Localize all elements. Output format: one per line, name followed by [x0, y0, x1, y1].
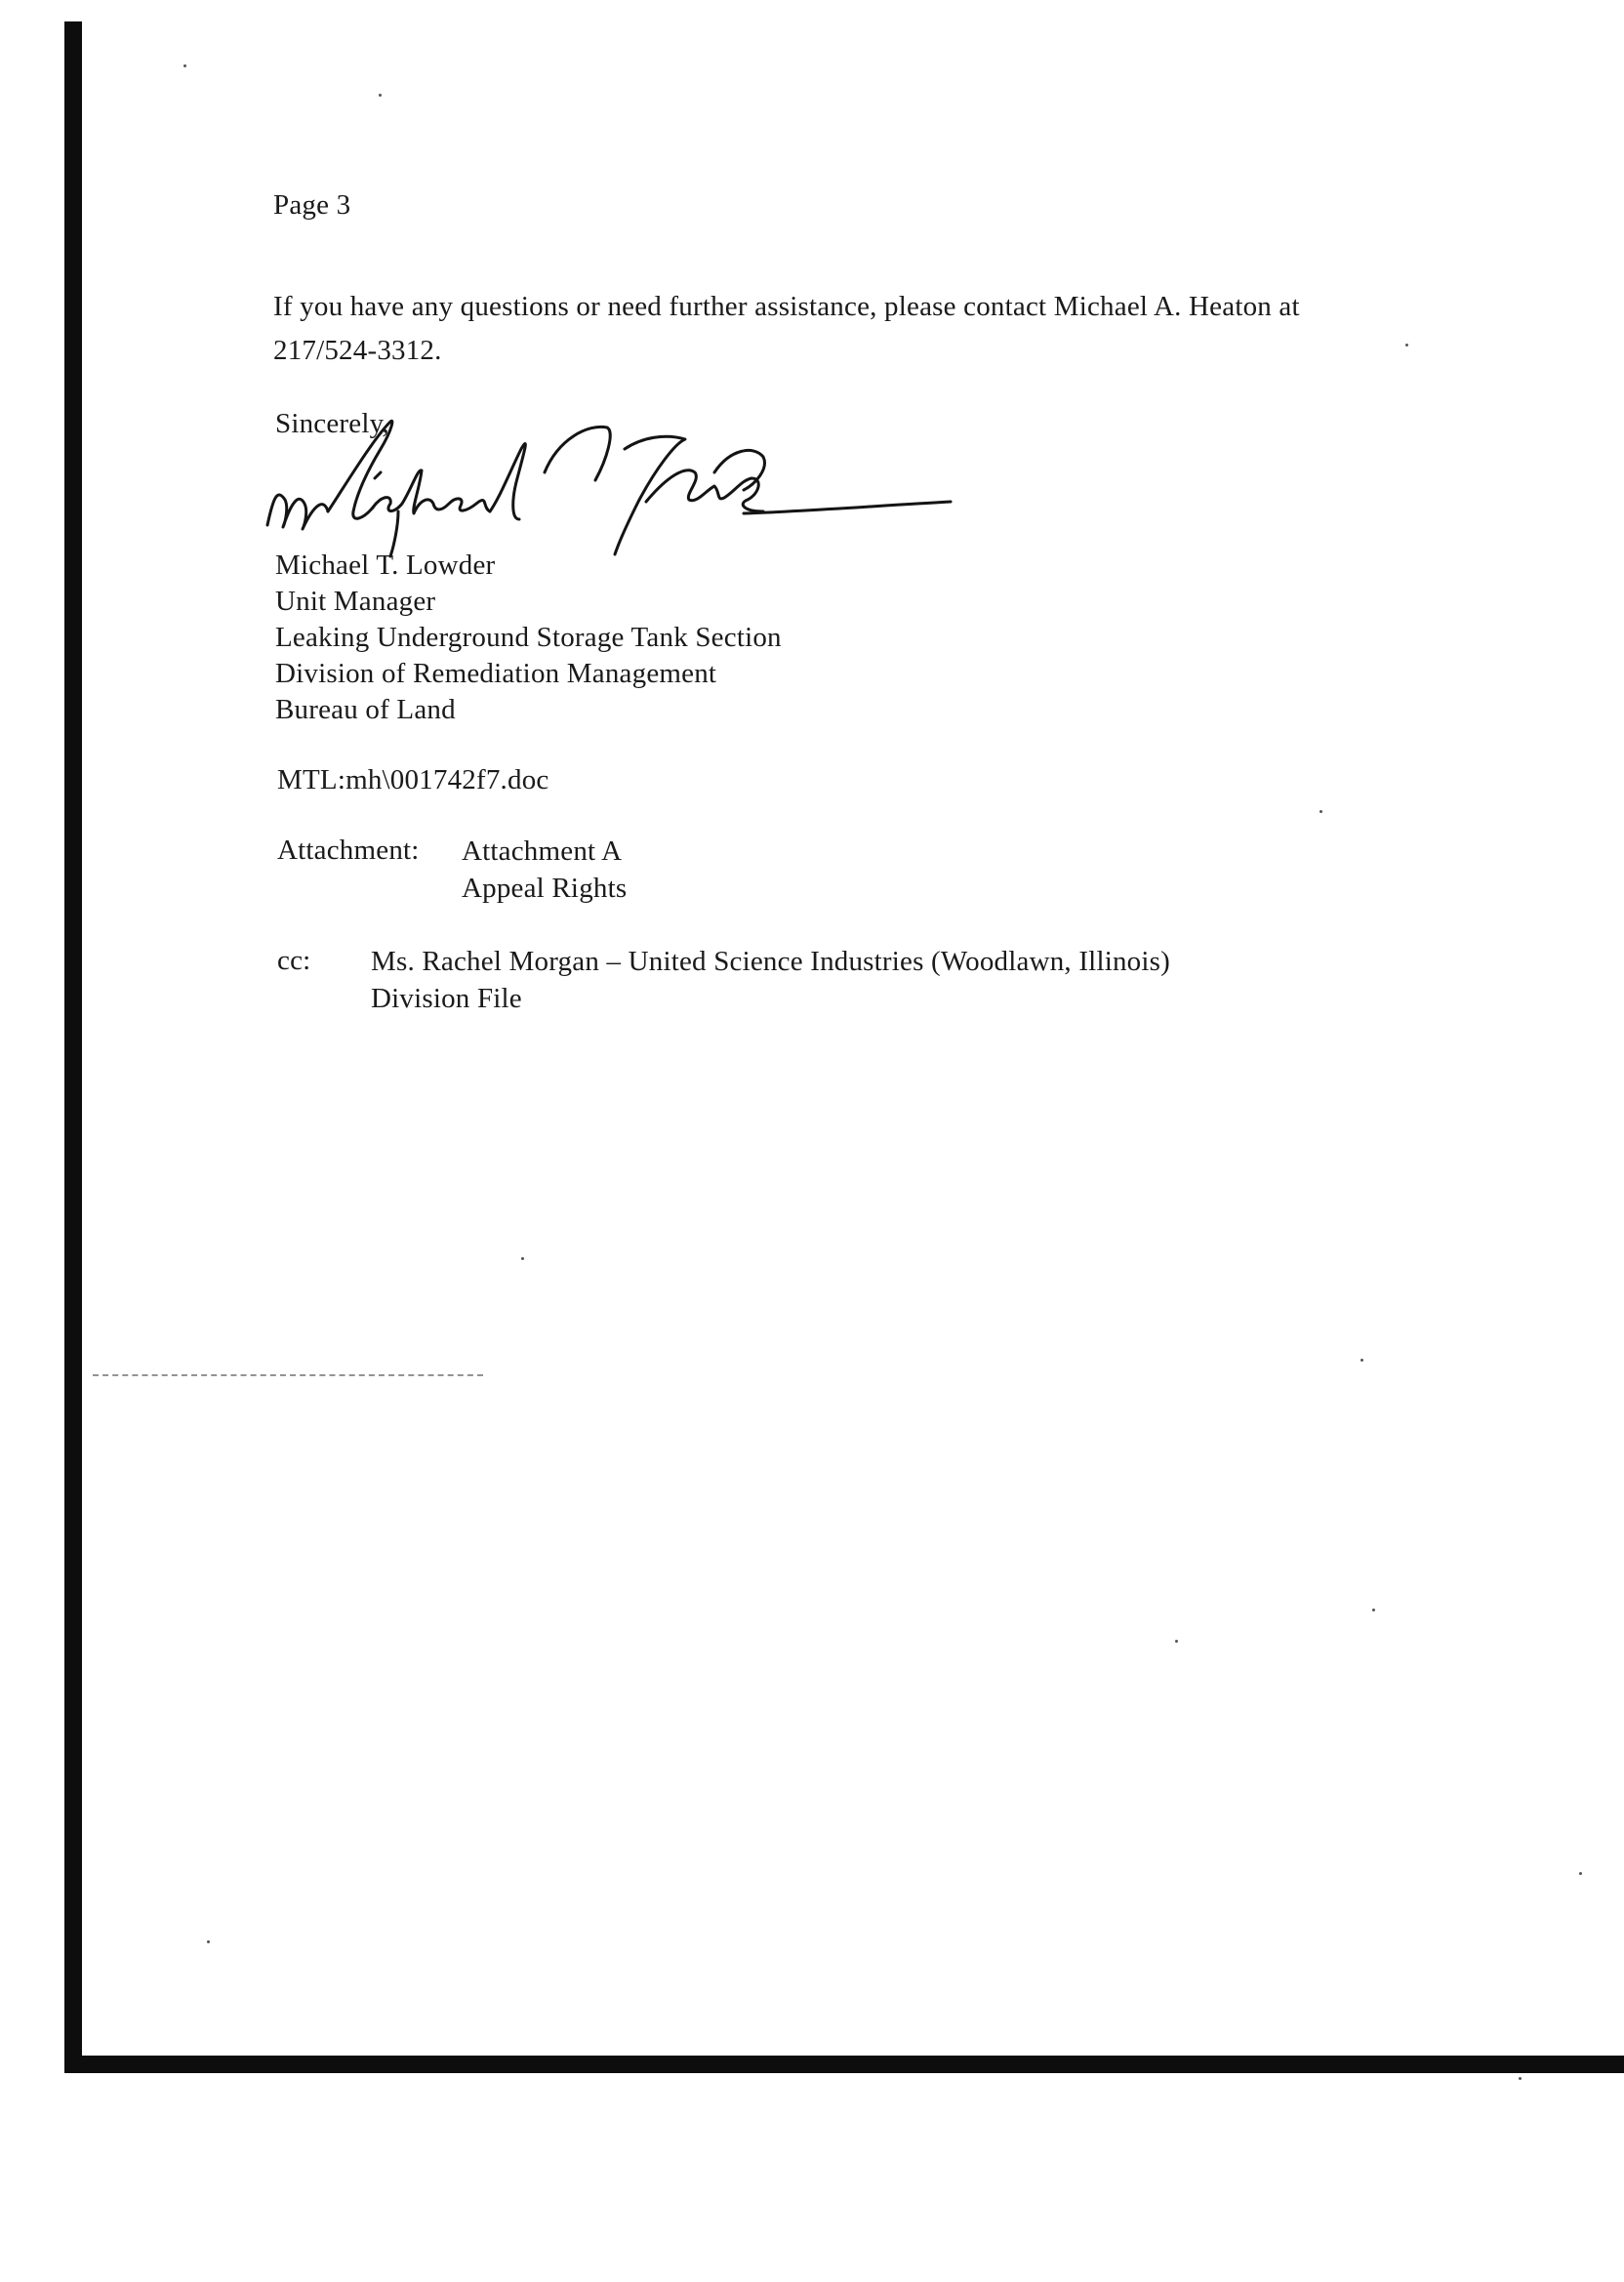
closing-salutation: Sincerely,	[275, 408, 389, 439]
scan-speck	[1175, 1640, 1178, 1643]
scan-speck	[183, 64, 186, 67]
signatory-section: Leaking Underground Storage Tank Section	[275, 622, 782, 653]
signatory-bureau: Bureau of Land	[275, 694, 456, 725]
cc-recipient: Ms. Rachel Morgan – United Science Industries (Woodlawn, Illinois)	[371, 946, 1170, 977]
body-text-line-2: 217/524-3312.	[273, 335, 442, 366]
cc-label: cc:	[277, 945, 311, 976]
scan-speck	[1405, 344, 1408, 346]
scan-speck	[379, 94, 382, 97]
document-reference: MTL:mh\001742f7.doc	[277, 764, 549, 795]
body-text-line-1: If you have any questions or need further assistance, please contact Michael A. Heaton at	[273, 291, 1300, 322]
attachment-label: Attachment:	[277, 835, 420, 866]
signature-block	[275, 548, 782, 728]
signatory-title: Unit Manager	[275, 586, 436, 617]
scan-speck	[1579, 1872, 1582, 1875]
scan-speck	[521, 1257, 524, 1260]
scan-border-bottom	[64, 2056, 1624, 2073]
scan-speck	[1519, 2077, 1522, 2080]
page-number: Page 3	[273, 189, 351, 221]
scan-speck	[1360, 1359, 1363, 1362]
handwritten-signature	[256, 410, 958, 566]
scan-speck	[1372, 1609, 1375, 1611]
attachment-item: Attachment A	[462, 835, 623, 867]
signatory-division: Division of Remediation Management	[275, 658, 717, 689]
cc-recipient: Division File	[371, 983, 522, 1014]
scan-artifact-line	[93, 1374, 483, 1376]
attachment-item: Appeal Rights	[462, 873, 628, 904]
scan-border-left	[64, 21, 82, 2073]
attachment-list	[462, 833, 627, 907]
cc-list	[371, 943, 1170, 1017]
signatory-name: Michael T. Lowder	[275, 550, 496, 581]
scan-speck	[207, 1940, 210, 1943]
scan-speck	[1320, 810, 1322, 813]
